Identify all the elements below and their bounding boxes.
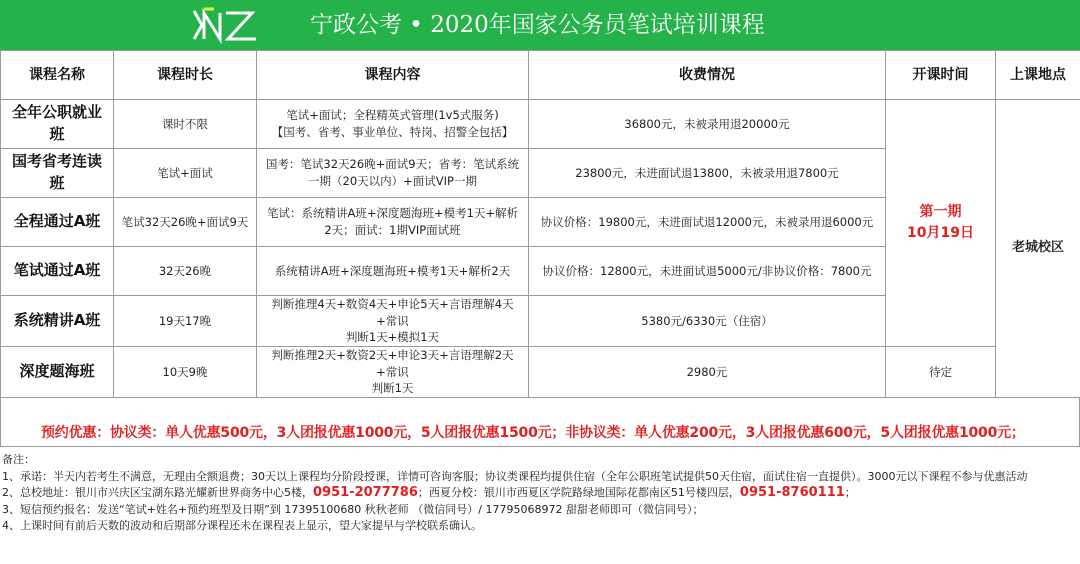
phone-number: 0951-8760111: [739, 485, 845, 500]
content-line: 国考：笔试32天26晚+面试9天；省考：笔试系统: [265, 157, 520, 172]
course-fee: 协议价格：19800元，未进面试退12000元，未被录用退6000元: [529, 198, 886, 247]
course-name: 笔试通过A班: [1, 247, 114, 296]
header-banner: [0, 0, 1080, 50]
course-name: 全程通过A班: [1, 198, 114, 247]
content-line: 判断推理2天+数资2天+申论3天+言语理解2天+常识: [271, 348, 514, 379]
content-line: 【国考、省考、事业单位、特岗、招警全包括】: [271, 125, 514, 139]
page-title: 宁政公考 • 2020年国家公务员笔试培训课程: [310, 12, 765, 38]
content-line: 笔试：系统精讲A班+深度题海班+模考1天+解析: [266, 206, 519, 221]
column-header: 收费情况: [529, 51, 886, 100]
note-text: ；: [844, 486, 856, 499]
content-line: 2天；面试：1期VIP面试班: [324, 223, 461, 237]
nz-logo-icon: [190, 5, 262, 45]
course-fee: 5380元/6330元（住宿）: [529, 296, 886, 347]
course-fee: 36800元，未被录用退20000元: [529, 100, 886, 149]
course-duration: 19天17晚: [114, 296, 257, 347]
content-line: 系统精讲A班+深度题海班+模考1天+解析2天: [274, 263, 511, 278]
start-time-cell: [886, 100, 996, 347]
column-header: 开课时间: [886, 51, 996, 100]
note-item: 4、上课时间有前后天数的波动和后期部分课程还未在课程表上显示，望大家提早与学校联系确认。: [2, 519, 482, 532]
course-content: [257, 149, 529, 198]
course-name: 系统精讲A班: [1, 296, 114, 347]
course-name: 全年公职就业班: [1, 100, 114, 149]
table-row: [1, 100, 1080, 149]
course-duration: 32天26晚: [114, 247, 257, 296]
content-line: 判断推理4天+数资4天+申论5天+言语理解4天+常识: [271, 297, 514, 328]
course-fee: 协议价格：12800元，未进面试退5000元/非协议价格：7800元: [529, 247, 886, 296]
course-name: 国考省考连读班: [1, 149, 114, 198]
course-duration: 笔试32天26晚+面试9天: [114, 198, 257, 247]
course-content: [257, 347, 529, 398]
note-text: 2、总校地址：银川市兴庆区宝湖东路光耀新世界商务中心5楼，: [2, 486, 313, 499]
course-content: [257, 247, 529, 296]
note-item: [2, 485, 1078, 502]
column-header: 课程时长: [114, 51, 257, 100]
content-line: 判断1天: [371, 381, 414, 396]
phone-number: 0951-2077786: [313, 485, 418, 500]
footer-section: [0, 398, 1080, 564]
column-header: 课程内容: [257, 51, 529, 100]
course-name: 深度题海班: [1, 347, 114, 398]
table-row: [1, 347, 1080, 398]
note-text: ；西夏分校：银川市西夏区学院路绿地国际花都南区51号楼四层，: [417, 486, 740, 499]
course-table: [0, 50, 1080, 398]
content-line: 笔试+面试；全程精英式管理(1v5式服务): [286, 108, 499, 123]
note-item: 3、短信预约报名：发送“笔试+姓名+预约班型及日期”到 17395100680 秋秋老师 （微信同号）/ 17795068972 甜甜老师即可（微信同号）；: [2, 502, 704, 516]
note-item: 1、承诺：半天内若考生不满意，无理由全额退费；30天以上课程均分阶段授课，详情可咨询客服；协议类课程均提供住宿（全年公职班笔试提供50天住宿，面试住宿一直提供）。3000元以下课程不参与优惠活动: [2, 469, 1028, 483]
course-fee: 2980元: [529, 347, 886, 398]
course-fee: 23800元，未进面试退13800，未被录用退7800元: [529, 149, 886, 198]
promo-box: [0, 398, 1080, 447]
start-time-pending: 待定: [886, 347, 996, 398]
notes-heading: 备注：: [2, 453, 35, 466]
course-content: [257, 100, 529, 149]
course-content: [257, 296, 529, 347]
course-duration: 课时不限: [114, 100, 257, 149]
location-cell: 老城校区: [996, 100, 1080, 398]
column-header: 上课地点: [996, 51, 1080, 100]
course-duration: 笔试+面试: [114, 149, 257, 198]
content-line: 判断1天+模拟1天: [345, 330, 440, 345]
course-duration: 10天9晚: [114, 347, 257, 398]
start-date: 10月19日: [907, 225, 974, 241]
column-header: 课程名称: [1, 51, 114, 100]
course-content: [257, 198, 529, 247]
table-header-row: [1, 51, 1080, 100]
notes: [2, 452, 1078, 535]
content-line: 一期（20天以内）+面试VIP一期: [308, 174, 477, 188]
start-period: 第一期: [919, 204, 962, 220]
promo-text: 预约优惠：协议类：单人优惠500元，3人团报优惠1000元，5人团报优惠1500元；非协议类：单人优惠200元，3人团报优惠600元，5人团报优惠1000元；: [41, 425, 1025, 441]
